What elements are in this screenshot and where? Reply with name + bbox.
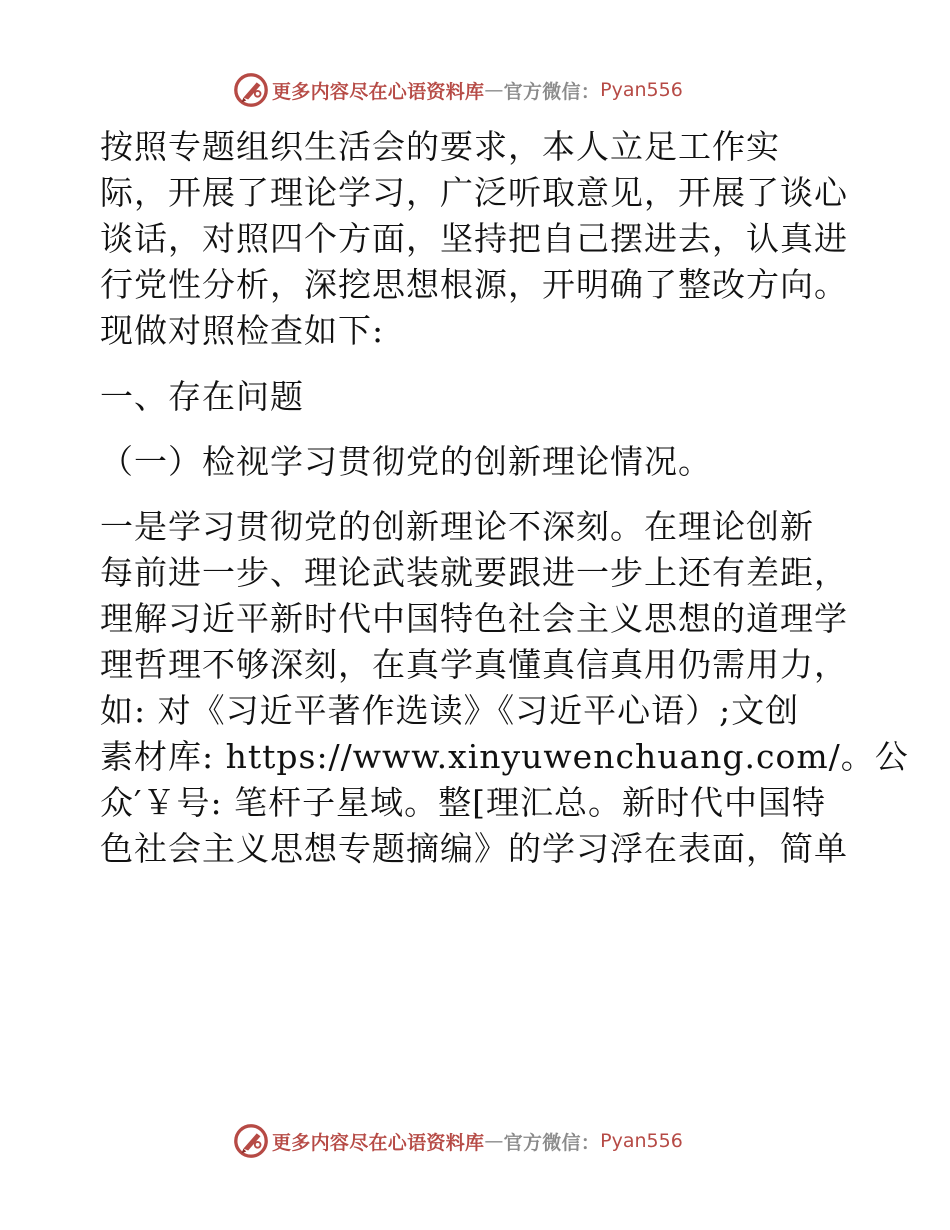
- body-line: 每前进一步、理论武装就要跟进一步上还有差距，: [100, 553, 848, 592]
- body-line: 如: 对《习近平著作选读》《习近平心语）;文创: [100, 691, 800, 730]
- document-body: [100, 124, 909, 872]
- header-watermark: [232, 70, 683, 110]
- watermark-dash: —: [484, 1130, 504, 1152]
- intro-line: 按照专题组织生活会的要求，本人立足工作实: [100, 127, 780, 166]
- intro-line: 行党性分析，深挖思想根源，开明确了整改方向。: [100, 265, 848, 304]
- subsection-heading: （一）检视学习贯彻党的创新理论情况。: [100, 442, 712, 481]
- watermark-main-text: 更多内容尽在心语资料库: [272, 1131, 485, 1154]
- section-heading: 一、存在问题: [100, 377, 304, 416]
- watermark-wechat-id: Pyan556: [600, 79, 683, 101]
- body-line: 色社会主义思想专题摘编》的学习浮在表面，简单: [100, 829, 848, 868]
- body-line: 一是学习贯彻党的创新理论不深刻。在理论创新: [100, 507, 814, 546]
- intro-line: 际，开展了理论学习，广泛听取意见，开展了谈心: [100, 173, 848, 212]
- intro-line: 谈话，对照四个方面，坚持把自己摆进去，认真进: [100, 219, 848, 258]
- watermark-wechat-id: Pyan556: [600, 1130, 683, 1152]
- intro-line: 现做对照检查如下:: [100, 311, 385, 350]
- body-line: 众′￥号: 笔杆子星域。整[理汇总。新时代中国特: [100, 783, 826, 822]
- watermark-dash: —: [484, 79, 504, 101]
- body-line: 理解习近平新时代中国特色社会主义思想的道理学: [100, 599, 848, 638]
- pen-logo-icon: [232, 71, 270, 109]
- watermark-sub-text: 官方微信：: [503, 1131, 601, 1154]
- footer-watermark: [232, 1121, 683, 1161]
- body-line: 素材库: https://www.xinyuwenchuang.com/。公: [100, 737, 909, 776]
- body-line: 理哲理不够深刻，在真学真懂真信真用仍需用力，: [100, 645, 848, 684]
- watermark-main-text: 更多内容尽在心语资料库: [272, 80, 485, 103]
- pen-logo-icon: [232, 1122, 270, 1160]
- watermark-sub-text: 官方微信：: [503, 80, 601, 103]
